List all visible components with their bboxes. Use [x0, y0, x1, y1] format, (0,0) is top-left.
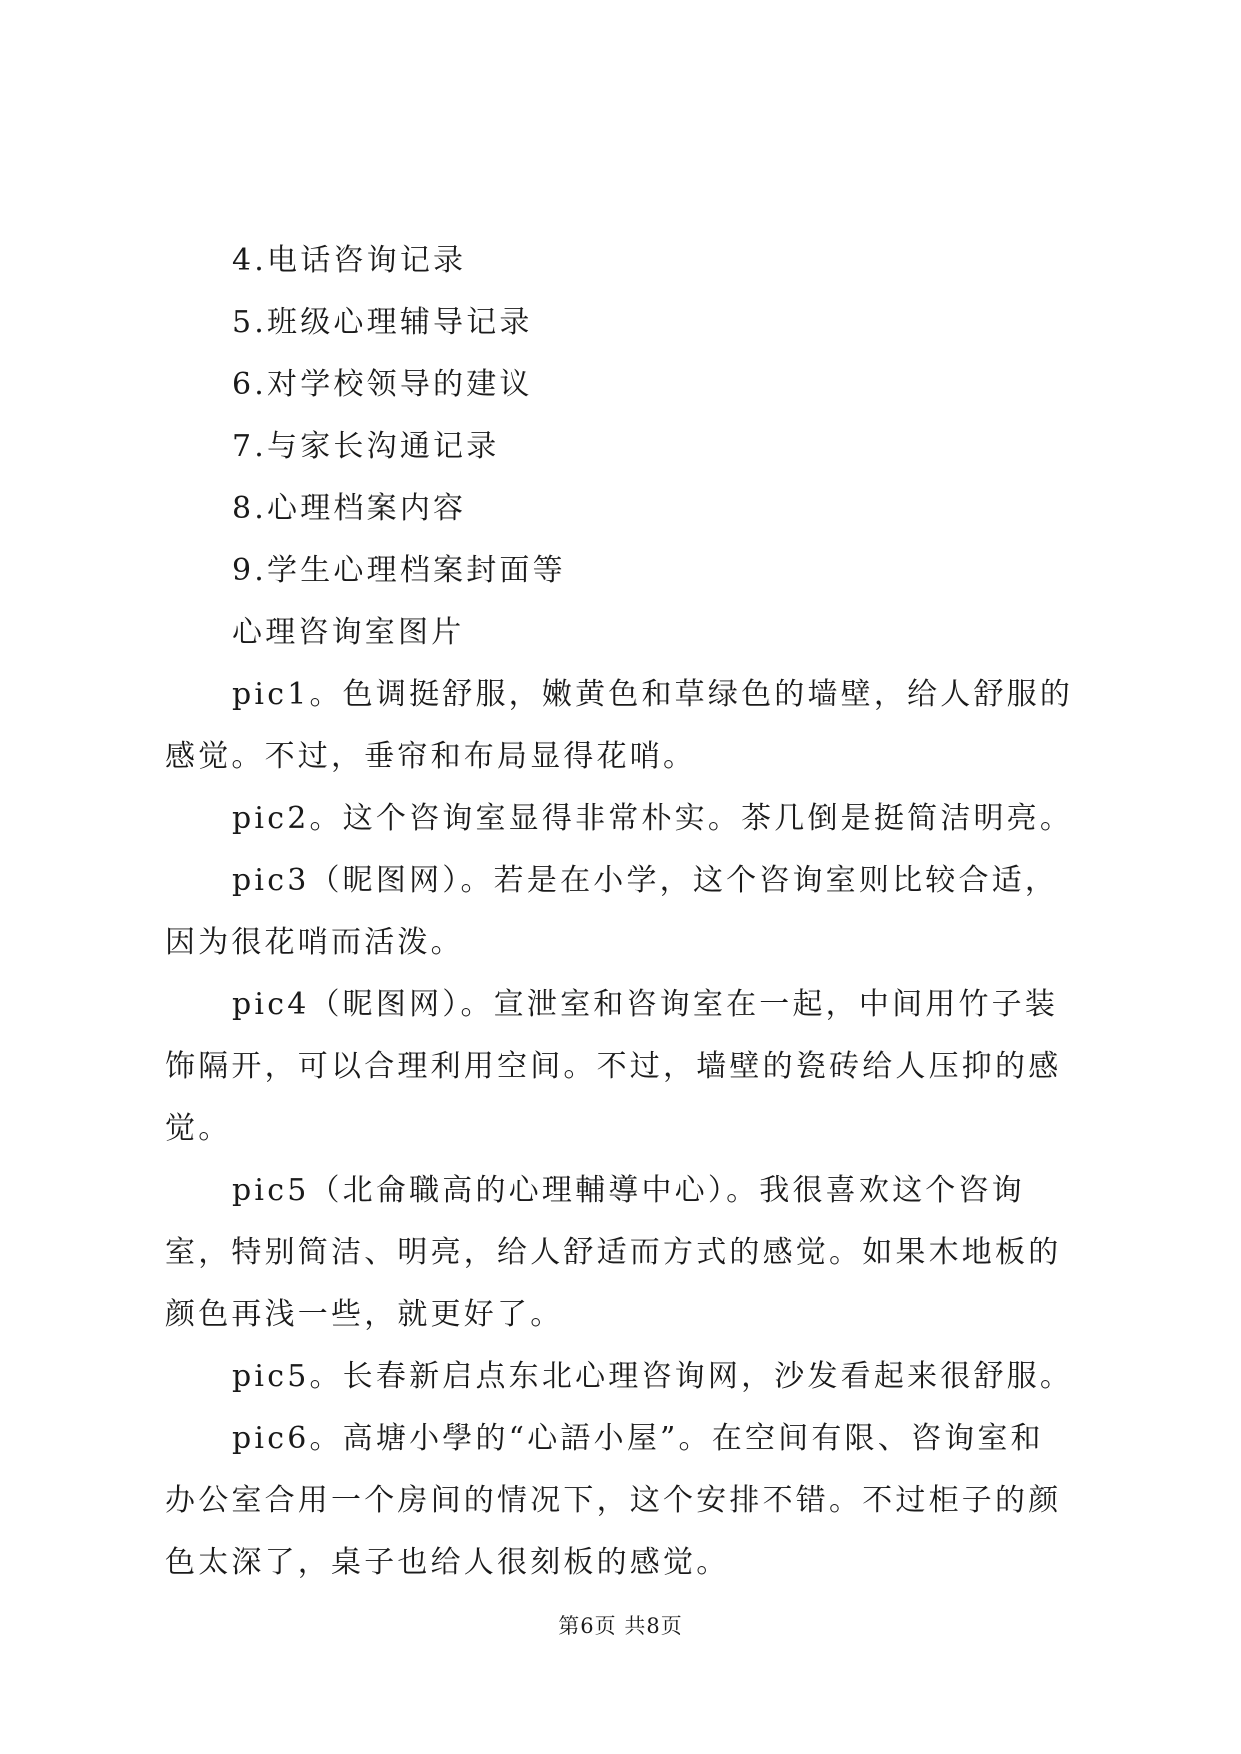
list-item-school-leader-suggestions: 6.对学校领导的建议	[232, 367, 533, 402]
paragraph-pic5-beilun: pic5（北侖職高的心理輔導中心）。我很喜欢这个咨询室，特别简洁、明亮，给人舒适而方式的感觉。如果木地板的颜色再浅一些，就更好了。	[165, 1173, 1062, 1332]
page-body	[165, 230, 1075, 1594]
page-number-footer: 第6页 共8页	[558, 1614, 683, 1638]
list-item-phone-consult-record: 4.电话咨询记录	[232, 243, 467, 278]
list-item-class-counseling-record: 5.班级心理辅导记录	[232, 305, 533, 340]
list-item-parent-communication-record: 7.与家长沟通记录	[232, 429, 500, 464]
paragraph-pic5-changchun: pic5。长春新启点东北心理咨询网，沙发看起来很舒服。	[232, 1359, 1074, 1394]
list-item-psych-file-content: 8.心理档案内容	[232, 491, 467, 526]
paragraph-pic2: pic2。这个咨询室显得非常朴实。茶几倒是挺简洁明亮。	[232, 801, 1074, 836]
section-heading-room-pictures: 心理咨询室图片	[232, 615, 465, 650]
paragraph-pic4: pic4（昵图网）。宣泄室和咨询室在一起，中间用竹子装饰隔开，可以合理利用空间。不过，墙壁的瓷砖给人压抑的感觉。	[165, 987, 1062, 1146]
paragraph-pic3: pic3（昵图网）。若是在小学，这个咨询室则比较合适，因为很花哨而活泼。	[165, 863, 1059, 960]
paragraph-pic1: pic1。色调挺舒服，嫩黄色和草绿色的墙壁，给人舒服的感觉。不过，垂帘和布局显得花哨。	[165, 677, 1074, 774]
paragraph-pic6: pic6。高塘小學的“心語小屋”。在空间有限、咨询室和办公室合用一个房间的情况下，这个安排不错。不过柜子的颜色太深了，桌子也给人很刻板的感觉。	[165, 1421, 1062, 1580]
list-item-student-file-cover: 9.学生心理档案封面等	[232, 553, 566, 588]
